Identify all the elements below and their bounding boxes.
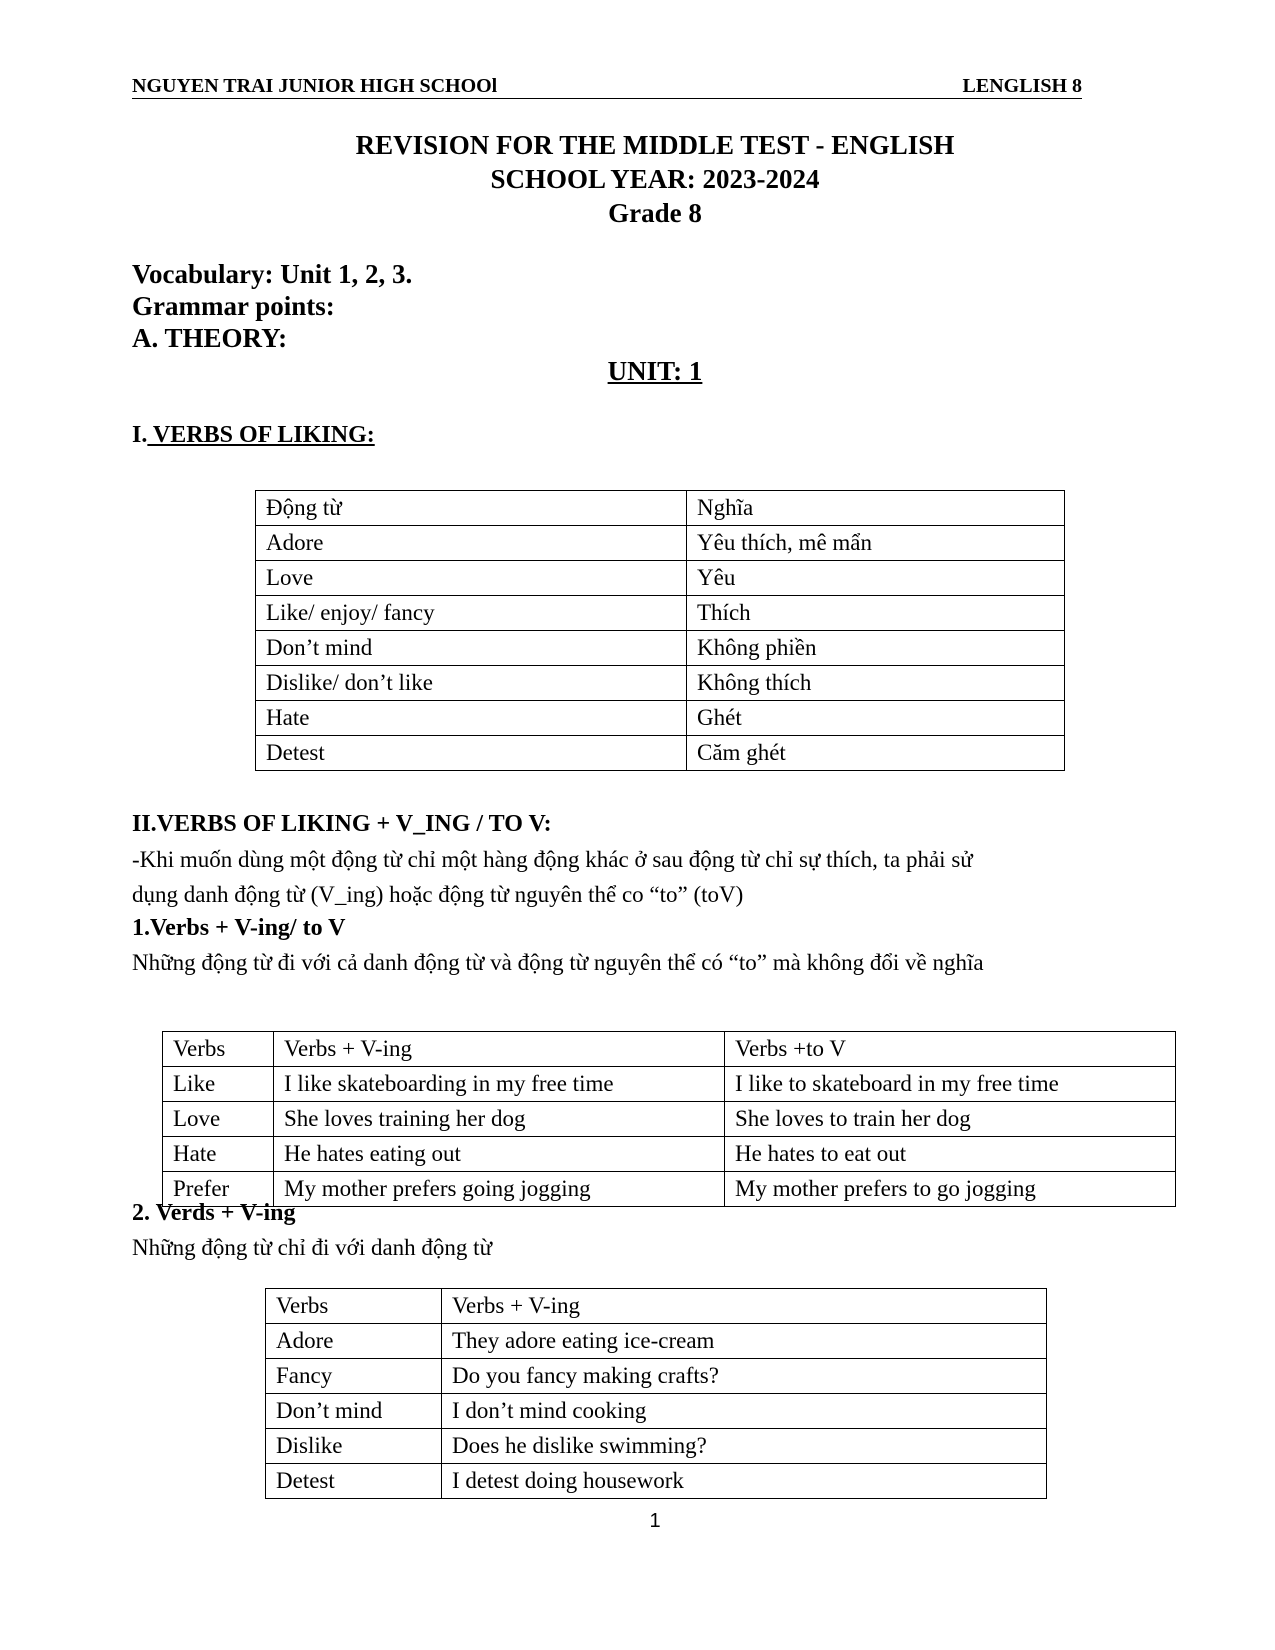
table-cell: My mother prefers going jogging <box>274 1172 725 1207</box>
table-cell: Prefer <box>163 1172 274 1207</box>
table-cell: She loves training her dog <box>274 1102 725 1137</box>
table-cell: Love <box>163 1102 274 1137</box>
section-1-number: I. <box>132 422 148 448</box>
table-header-cell: Verbs <box>266 1289 442 1324</box>
table-row <box>256 666 1065 701</box>
table-cell: Fancy <box>266 1359 442 1394</box>
table-header-cell: Verbs + V-ing <box>274 1032 725 1067</box>
table-cell: Like <box>163 1067 274 1102</box>
table-header-cell: Verbs + V-ing <box>442 1289 1047 1324</box>
table-cell: Căm ghét <box>687 736 1065 771</box>
subject-name: LENGLISH 8 <box>962 75 1082 97</box>
table-cell: Does he dislike swimming? <box>442 1429 1047 1464</box>
table-cell: Love <box>256 561 687 596</box>
page-header <box>132 74 1082 99</box>
table-cell: Like/ enjoy/ fancy <box>256 596 687 631</box>
table-cell: Don’t mind <box>256 631 687 666</box>
table-row <box>256 736 1065 771</box>
table-row <box>266 1394 1047 1429</box>
table-row <box>256 701 1065 736</box>
subsection-2-description: Những động từ chỉ đi với danh động từ <box>132 1235 493 1260</box>
table-cell: Yêu <box>687 561 1065 596</box>
table-cell: Thích <box>687 596 1065 631</box>
table-cell: Don’t mind <box>266 1394 442 1429</box>
table-row <box>256 526 1065 561</box>
document-title <box>0 128 1275 230</box>
vocabulary-heading: Vocabulary: Unit 1, 2, 3. <box>132 259 413 289</box>
subsection-1-heading: 1.Verbs + V-ing/ to V <box>132 915 346 941</box>
section-2-heading: II.VERBS OF LIKING + V_ING / TO V: <box>132 811 552 837</box>
table-row <box>256 631 1065 666</box>
table-cell: My mother prefers to go jogging <box>725 1172 1176 1207</box>
table-cell: I like skateboarding in my free time <box>274 1067 725 1102</box>
table-cell: Adore <box>266 1324 442 1359</box>
table-cell: She loves to train her dog <box>725 1102 1176 1137</box>
table-row <box>163 1172 1176 1207</box>
table-cell: Dislike <box>266 1429 442 1464</box>
school-name: NGUYEN TRAI JUNIOR HIGH SCHOOl <box>132 75 498 97</box>
table-cell: Ghét <box>687 701 1065 736</box>
table-cell: They adore eating ice-cream <box>442 1324 1047 1359</box>
table-row <box>163 1067 1176 1102</box>
table-cell: He hates eating out <box>274 1137 725 1172</box>
table-cell: I don’t mind cooking <box>442 1394 1047 1429</box>
table-cell: I like to skateboard in my free time <box>725 1067 1176 1102</box>
table-cell: Hate <box>163 1137 274 1172</box>
table-cell: Do you fancy making crafts? <box>442 1359 1047 1394</box>
verbs-ving-tov-table <box>162 1031 1176 1207</box>
section-2-description-line-2: dụng danh động từ (V_ing) hoặc động từ nguyên thể co “to” (toV) <box>132 882 744 907</box>
table-cell: Adore <box>256 526 687 561</box>
subsection-1-description: Những động từ đi với cả danh động từ và động từ nguyên thể có “to” mà không đổi về nghĩa <box>132 950 984 975</box>
table-header-row <box>163 1032 1176 1067</box>
section-2-description-line-1: -Khi muốn dùng một động từ chỉ một hàng động khác ở sau động từ chỉ sự thích, ta phải sử <box>132 847 973 872</box>
table-row <box>266 1429 1047 1464</box>
section-1-heading <box>132 420 375 450</box>
table-cell: Dislike/ don’t like <box>256 666 687 701</box>
table-header-row <box>256 491 1065 526</box>
table-cell: Hate <box>256 701 687 736</box>
table-row <box>256 596 1065 631</box>
table-row <box>163 1102 1176 1137</box>
table-cell: Detest <box>256 736 687 771</box>
table-row <box>163 1137 1176 1172</box>
grammar-heading: Grammar points: <box>132 291 335 321</box>
unit-title: UNIT: 1 <box>607 356 703 386</box>
table-cell: Không thích <box>687 666 1065 701</box>
theory-heading: A. THEORY: <box>132 323 288 353</box>
verbs-ving-only-table <box>265 1288 1047 1499</box>
table-cell: I detest doing housework <box>442 1464 1047 1499</box>
table-header-cell: Verbs +to V <box>725 1032 1176 1067</box>
table-header-row <box>266 1289 1047 1324</box>
table-header-cell: Verbs <box>163 1032 274 1067</box>
title-line-3: Grade 8 <box>608 198 702 228</box>
page-number: 1 <box>649 1510 661 1532</box>
title-line-2: SCHOOL YEAR: 2023-2024 <box>490 164 820 194</box>
table-cell: Detest <box>266 1464 442 1499</box>
table-header-cell: Động từ <box>256 491 687 526</box>
subsection-2-heading: 2. Verds + V-ing <box>132 1200 296 1226</box>
table-cell: Không phiền <box>687 631 1065 666</box>
table-cell: Yêu thích, mê mẩn <box>687 526 1065 561</box>
verbs-of-liking-table <box>255 490 1065 771</box>
table-row <box>266 1324 1047 1359</box>
section-1-title: VERBS OF LIKING: <box>147 422 375 448</box>
title-line-1: REVISION FOR THE MIDDLE TEST - ENGLISH <box>355 130 955 160</box>
table-row <box>266 1359 1047 1394</box>
table-row <box>266 1464 1047 1499</box>
table-cell: He hates to eat out <box>725 1137 1176 1172</box>
table-header-cell: Nghĩa <box>687 491 1065 526</box>
table-row <box>256 561 1065 596</box>
